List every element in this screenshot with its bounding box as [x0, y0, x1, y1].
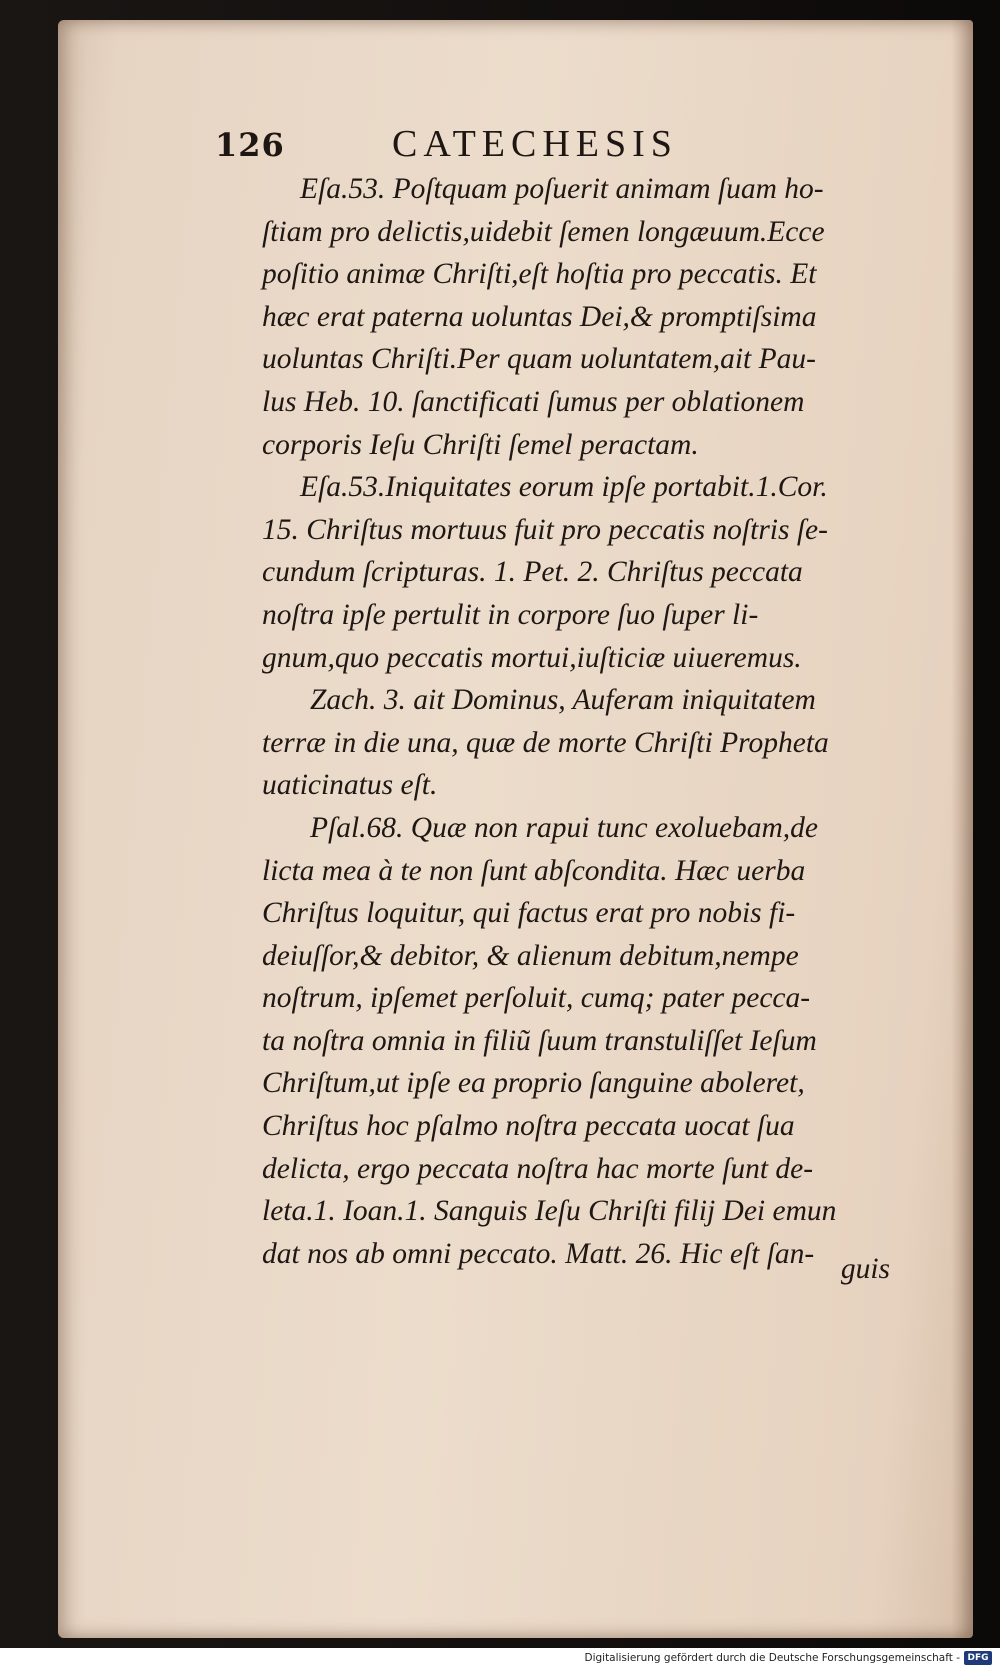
text-line: noſtrum, ipſemet perſoluit, cumq; pater pecca- [262, 982, 811, 1015]
text-line: terræ in die una, quæ de morte Chriſti Propheta [262, 726, 829, 759]
catchword: guis [840, 1253, 890, 1285]
text-line: cundum ſcripturas. 1. Pet. 2. Chriſtus peccata [262, 556, 803, 589]
body-text [262, 168, 902, 1275]
text-line: gnum,quo peccatis mortui,iuſticiæ uiueremus. [262, 641, 802, 674]
text-line: Chriſtum,ut ipſe ea proprio ſanguine aboleret, [262, 1067, 805, 1100]
text-line: Eſa.53. Poſtquam poſuerit animam ſuam ho- [300, 173, 824, 205]
dfg-logo-icon: DFG [964, 1651, 992, 1665]
text-line: corporis Ieſu Chriſti ſemel peractam. [262, 428, 699, 461]
text-line: lus Heb. 10. ſanctificati ſumus per oblationem [262, 385, 805, 418]
text-line: poſitio animæ Chriſti,eſt hoſtia pro peccatis. Et [262, 258, 817, 291]
text-line: delicta, ergo peccata noſtra hac morte ſunt de- [262, 1152, 814, 1185]
text-line: ta noſtra omnia in filiũ ſuum transtuliſſet Ieſum [262, 1024, 817, 1057]
text-line: dat nos ab omni peccato. Matt. 26. Hic eſt ſan- [262, 1237, 815, 1270]
text-line: licta mea à te non ſunt abſcondita. Hæc uerba [262, 854, 806, 887]
running-head: CATECHESIS [392, 123, 678, 165]
text-line: hæc erat paterna uoluntas Dei,& promptiſsima [262, 300, 817, 333]
text-line: uaticinatus eſt. [262, 769, 438, 802]
text-line: ſtiam pro delictis,uidebit ſemen longæuum.Ecce [262, 215, 825, 248]
text-line: Zach. 3. ait Dominus, Auferam iniquitatem [310, 684, 816, 717]
page-header [215, 118, 865, 168]
text-line: 15. Chriſtus mortuus fuit pro peccatis noſtris ſe- [262, 513, 828, 546]
text-line: Chriſtus loquitur, qui factus erat pro nobis fi- [262, 897, 796, 930]
text-line: Eſa.53.Iniquitates eorum ipſe portabit.1.Cor. [300, 471, 828, 504]
page-number: 126 [215, 126, 285, 164]
text-line: Chriſtus hoc pſalmo noſtra peccata uocat ſua [262, 1110, 795, 1143]
funding-credit: Digitalisierung gefördert durch die Deutsche Forschungsgemeinschaft - [584, 1652, 960, 1664]
text-line: leta.1. Ioan.1. Sanguis Ieſu Chriſti filij Dei emun [262, 1195, 837, 1228]
text-line: noſtra ipſe pertulit in corpore ſuo ſuper li- [262, 598, 759, 631]
page-edge-shadow [951, 20, 973, 1638]
text-line: uoluntas Chriſti.Per quam uoluntatem,ait Pau- [262, 343, 816, 376]
text-line: Pſal.68. Quæ non rapui tunc exoluebam,de [310, 811, 818, 844]
text-line: deiuſſor,& debitor, & alienum debitum,nempe [262, 939, 799, 972]
